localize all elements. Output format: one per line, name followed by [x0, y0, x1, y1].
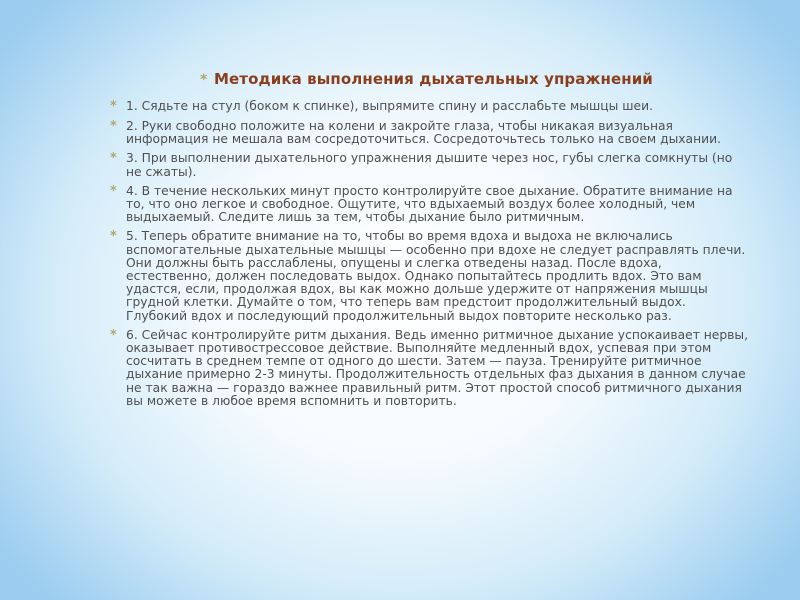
title-row	[200, 70, 760, 88]
list-item	[110, 230, 750, 322]
list-item	[110, 329, 750, 408]
list-item	[110, 152, 750, 178]
bullet-asterisk-icon: *	[200, 72, 208, 88]
list-item-text: 3. При выполнении дыхательного упражнения дышите через нос, губы слегка сомкнуты (но не сжаты).	[126, 151, 733, 179]
bullet-asterisk-icon: *	[110, 151, 117, 167]
bullet-asterisk-icon: *	[110, 99, 117, 114]
instruction-list	[110, 100, 750, 414]
list-item-text: 2. Руки свободно положите на колени и закройте глаза, чтобы никакая визуальная информация не мешала вам сосредоточиться. Сосредоточьтесь только на своем дыхании.	[126, 119, 722, 147]
list-item	[110, 100, 750, 114]
list-item-text: 1. Сядьте на стул (боком к спинке), выпрямите спину и расслабьте мышцы шеи.	[126, 99, 653, 113]
bullet-asterisk-icon: *	[110, 327, 117, 343]
bullet-asterisk-icon: *	[110, 229, 117, 245]
list-item-text: 5. Теперь обратите внимание на то, чтобы во время вдоха и выдоха не включались вспомогательные дыхательные мышцы — особенно при вдохе не следует расправлять плечи. Они должны быть расслаблены, опущены и слегка отведены назад. После вдоха, естественно, должен последовать выдох. Однако попытайтесь продлить вдох. Это вам удастся, если, продолжая вдох, вы как можно дольше удержите от напряжения мышцы грудной клетки. Думайте о том, что теперь вам предстоит продолжительный выдох. Глубокий вдох и последующий продолжительный выдох повторите несколько раз.	[126, 229, 746, 323]
slide-title: Методика выполнения дыхательных упражнений	[214, 70, 653, 88]
list-item	[110, 185, 750, 225]
list-item	[110, 120, 750, 146]
bullet-asterisk-icon: *	[110, 119, 117, 134]
bullet-asterisk-icon: *	[110, 183, 117, 199]
list-item-text: 6. Сейчас контролируйте ритм дыхания. Ведь именно ритмичное дыхание успокаивает нервы, оказывает противострессовое действие. Выполняйте медленный вдох, успевая при этом сосчитать в среднем темпе от одного до шести. Затем — пауза. Тренируйте ритмичное дыхание примерно 2-3 минуты. Продолжительность отдельных фаз дыхания в данном случае не так важна — гораздо важнее правильный ритм. Этот простой способ ритмичного дыхания вы можете в любое время вспомнить и повторить.	[126, 327, 749, 408]
list-item-text: 4. В течение нескольких минут просто контролируйте свое дыхание. Обратите внимание на то, что оно легкое и свободное. Ощутите, что вдыхаемый воздух более холодный, чем выдыхаемый. Следите лишь за тем, чтобы дыхание было ритмичным.	[126, 183, 733, 225]
